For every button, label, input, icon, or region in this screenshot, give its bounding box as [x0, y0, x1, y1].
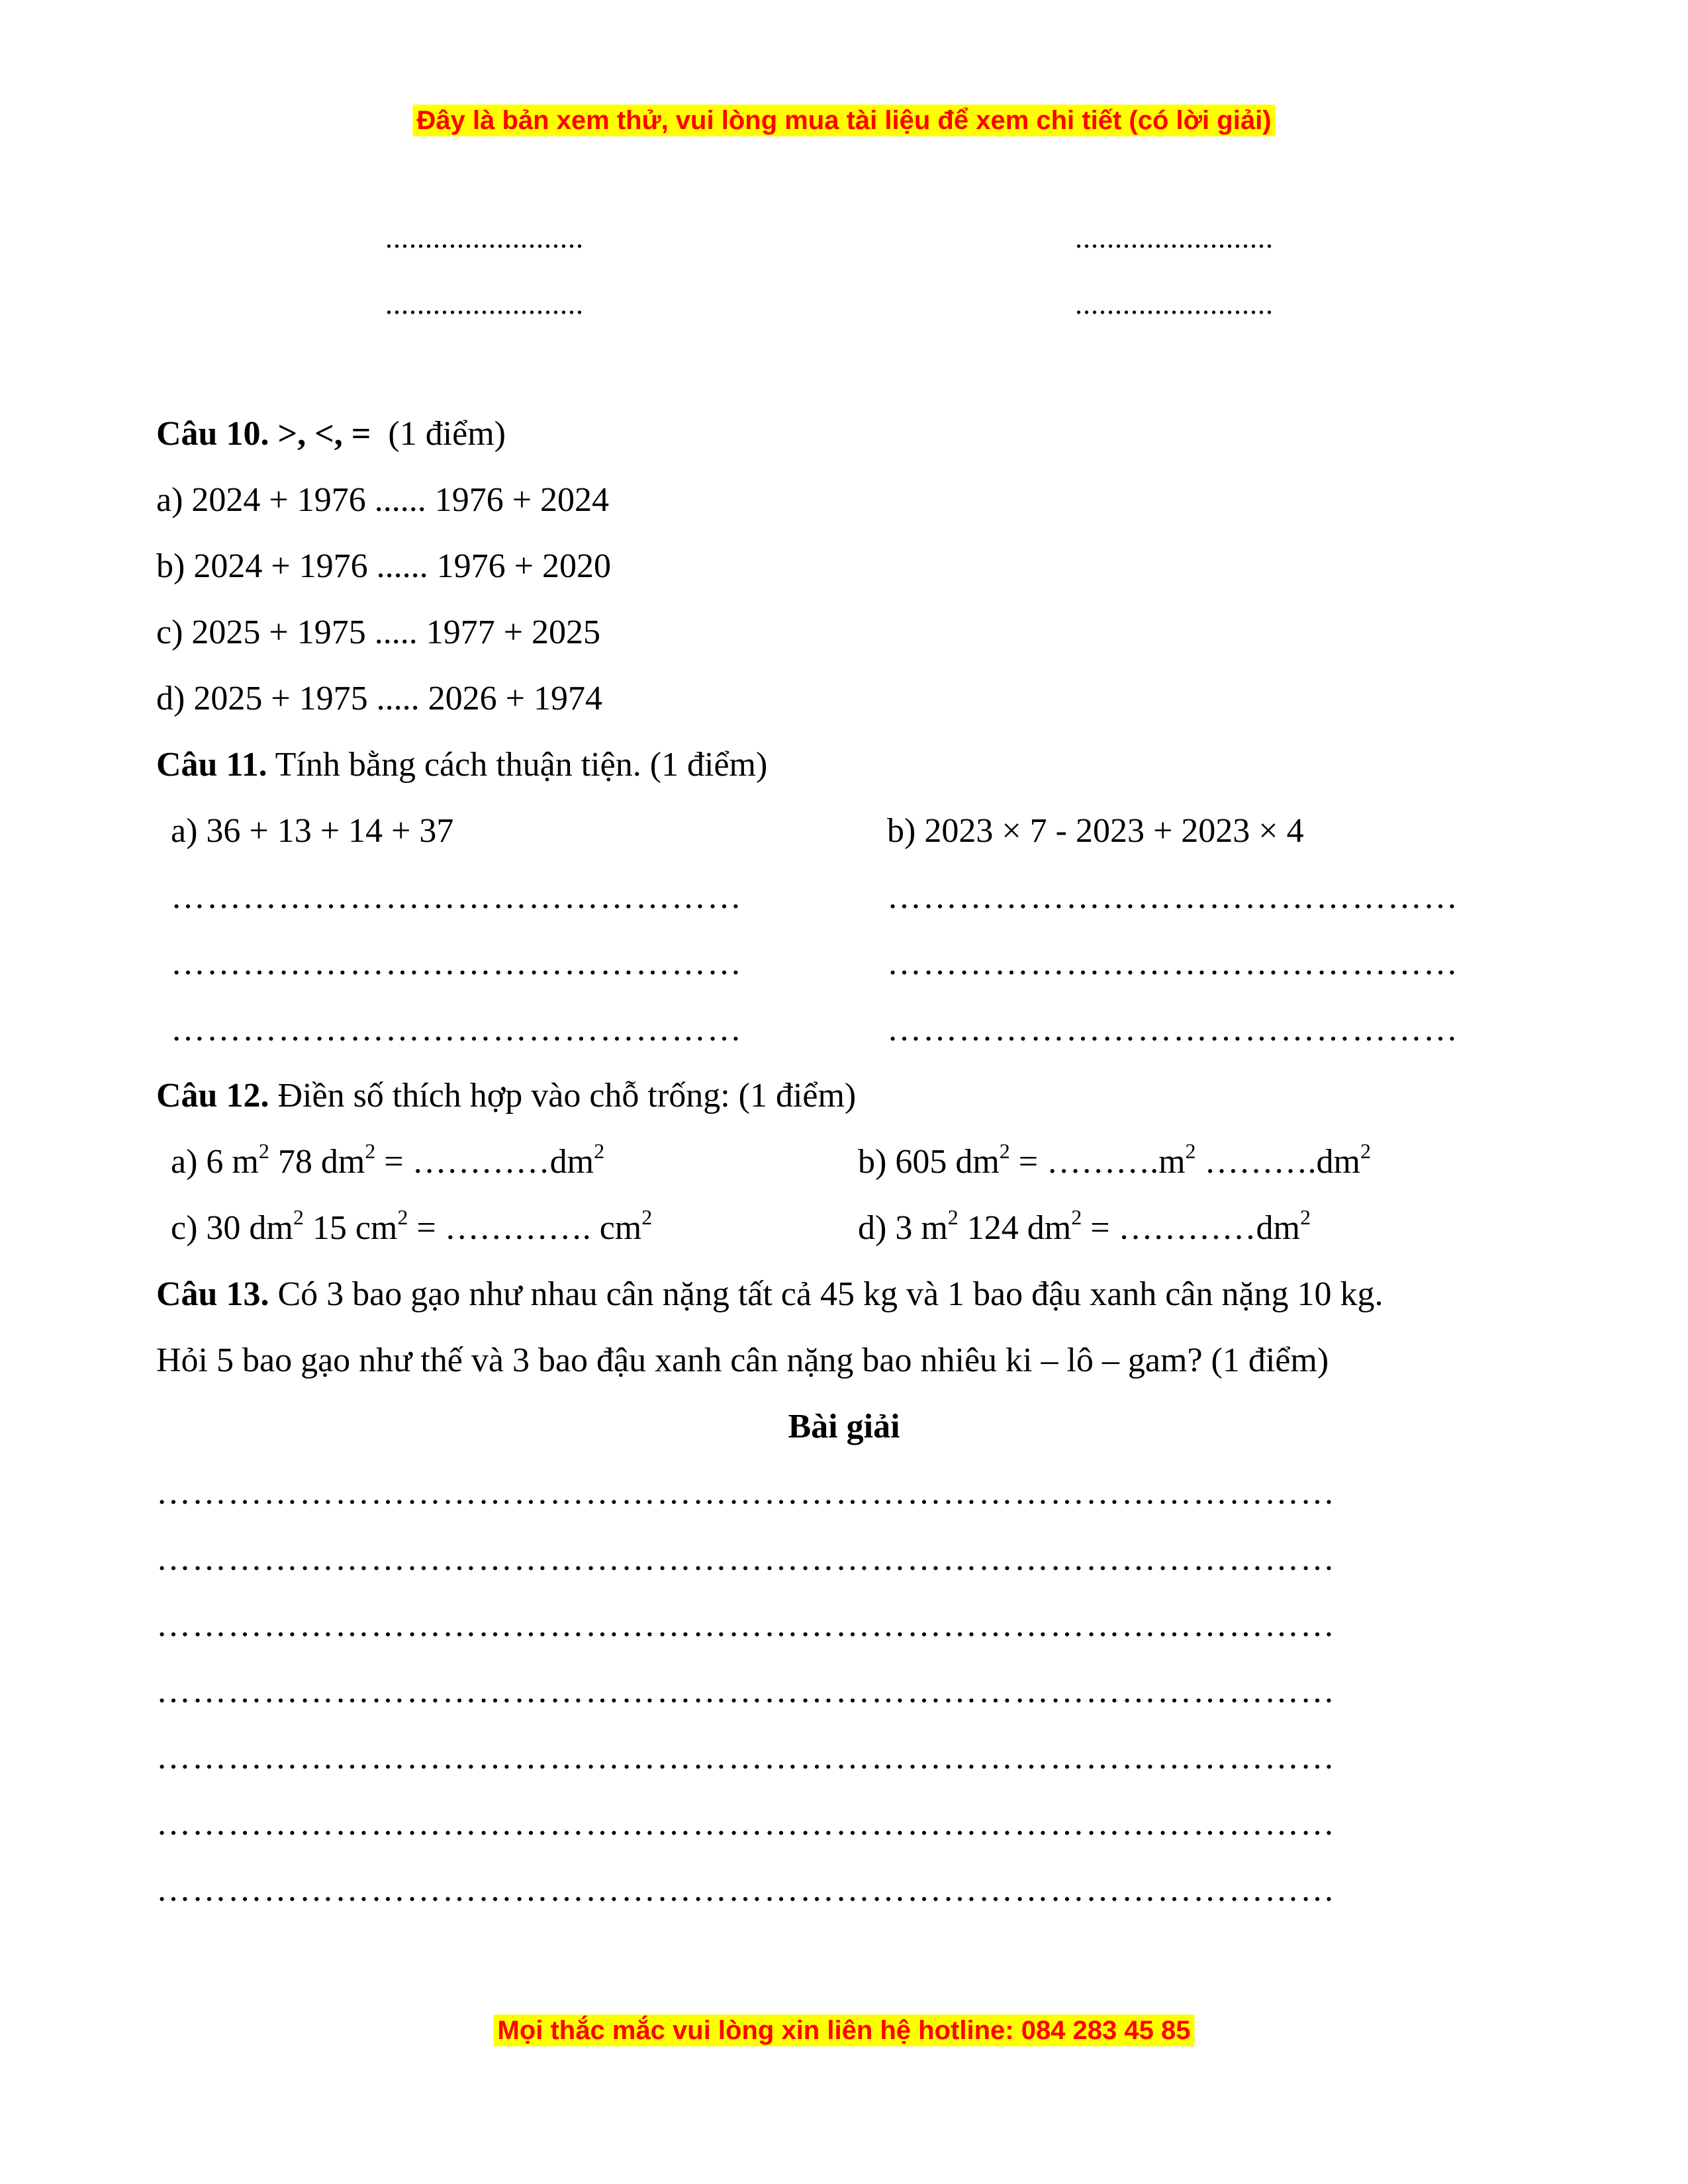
question-label: Câu 13. — [156, 1275, 269, 1313]
question-text: Điền số thích hợp vào chỗ trống: (1 điểm) — [277, 1077, 857, 1115]
question-text: Có 3 bao gạo như nhau cân nặng tất cả 45 kg và 1 bao đậu xanh cân nặng 10 kg. — [277, 1275, 1383, 1313]
question-10-item-a: a) 2024 + 1976 ...... 1976 + 2024 — [156, 481, 610, 519]
question-12-item-b: b) 605 $dm^2$ = $\dots\dots\dots.m^2$ $\dots\dots\dots.dm^2$ — [858, 1139, 1371, 1181]
answer-line-left: ………………………………………… — [171, 944, 743, 982]
question-13-line-2: Hỏi 5 bao gạo như thế và 3 bao đậu xanh cân nặng bao nhiêu ki – lô – gam? (1 điểm) — [156, 1342, 1329, 1379]
question-12-item-d: d) 3 $m^2$ 124 $dm^2$ = $\dots\dots\dots\dots dm^2$ — [858, 1205, 1311, 1247]
question-10-heading — [156, 417, 506, 451]
question-12-heading — [156, 1079, 856, 1113]
answer-blank: ......................... — [385, 288, 584, 320]
question-10-item-c: c) 2025 + 1975 ..... 1977 + 2025 — [156, 614, 601, 651]
hotline-contact-banner: Mọi thắc mắc vui lòng xin liên hệ hotline: 084 283 45 85 — [494, 2015, 1195, 2046]
answer-blank: ......................... — [385, 222, 584, 254]
solution-answer-line: ……………………………………………………………………………………… — [156, 1672, 1336, 1710]
solution-answer-line: ……………………………………………………………………………………… — [156, 1871, 1336, 1909]
solution-answer-line: ……………………………………………………………………………………… — [156, 1805, 1336, 1843]
solution-answer-line: ……………………………………………………………………………………… — [156, 1606, 1336, 1644]
answer-line-left: ………………………………………… — [171, 878, 743, 916]
question-points: (1 điểm) — [388, 415, 506, 453]
solution-title: Bài giải — [788, 1408, 900, 1445]
answer-blank: ......................... — [1075, 288, 1274, 320]
answer-line-left: ………………………………………… — [171, 1011, 743, 1048]
solution-answer-line: ……………………………………………………………………………………… — [156, 1739, 1336, 1776]
question-13-line-1 — [156, 1277, 1383, 1312]
solution-answer-line: ……………………………………………………………………………………… — [156, 1540, 1336, 1578]
comparison-symbols: >, <, = — [277, 415, 371, 453]
answer-line-right: ………………………………………… — [887, 878, 1459, 916]
solution-answer-line: ……………………………………………………………………………………… — [156, 1474, 1336, 1512]
question-12-item-c: c) 30 $dm^2$ 15 $cm^2$ = …………. $cm^2$ — [171, 1205, 653, 1247]
question-12-item-a: a) 6 $m^2$ 78 $dm^2$ = $\dots\dots\dots\dots dm^2$ — [171, 1139, 605, 1181]
preview-notice-banner: Đây là bản xem thử, vui lòng mua tài liệu để xem chi tiết (có lời giải) — [412, 105, 1275, 136]
question-label: Câu 10. — [156, 415, 269, 453]
answer-line-right: ………………………………………… — [887, 944, 1459, 982]
question-11-item-b: b) 2023 × 7 - 2023 + 2023 × 4 — [887, 812, 1304, 850]
question-11-heading — [156, 748, 767, 782]
question-label: Câu 11. — [156, 746, 267, 784]
question-11-item-a: a) 36 + 13 + 14 + 37 — [171, 812, 454, 850]
question-10-item-b: b) 2024 + 1976 ...... 1976 + 2020 — [156, 547, 611, 585]
question-10-item-d: d) 2025 + 1975 ..... 2026 + 1974 — [156, 680, 602, 717]
answer-blank: ......................... — [1075, 222, 1274, 254]
question-text: Tính bằng cách thuận tiện. (1 điểm) — [275, 746, 768, 784]
question-label: Câu 12. — [156, 1077, 269, 1115]
answer-line-right: ………………………………………… — [887, 1011, 1459, 1048]
